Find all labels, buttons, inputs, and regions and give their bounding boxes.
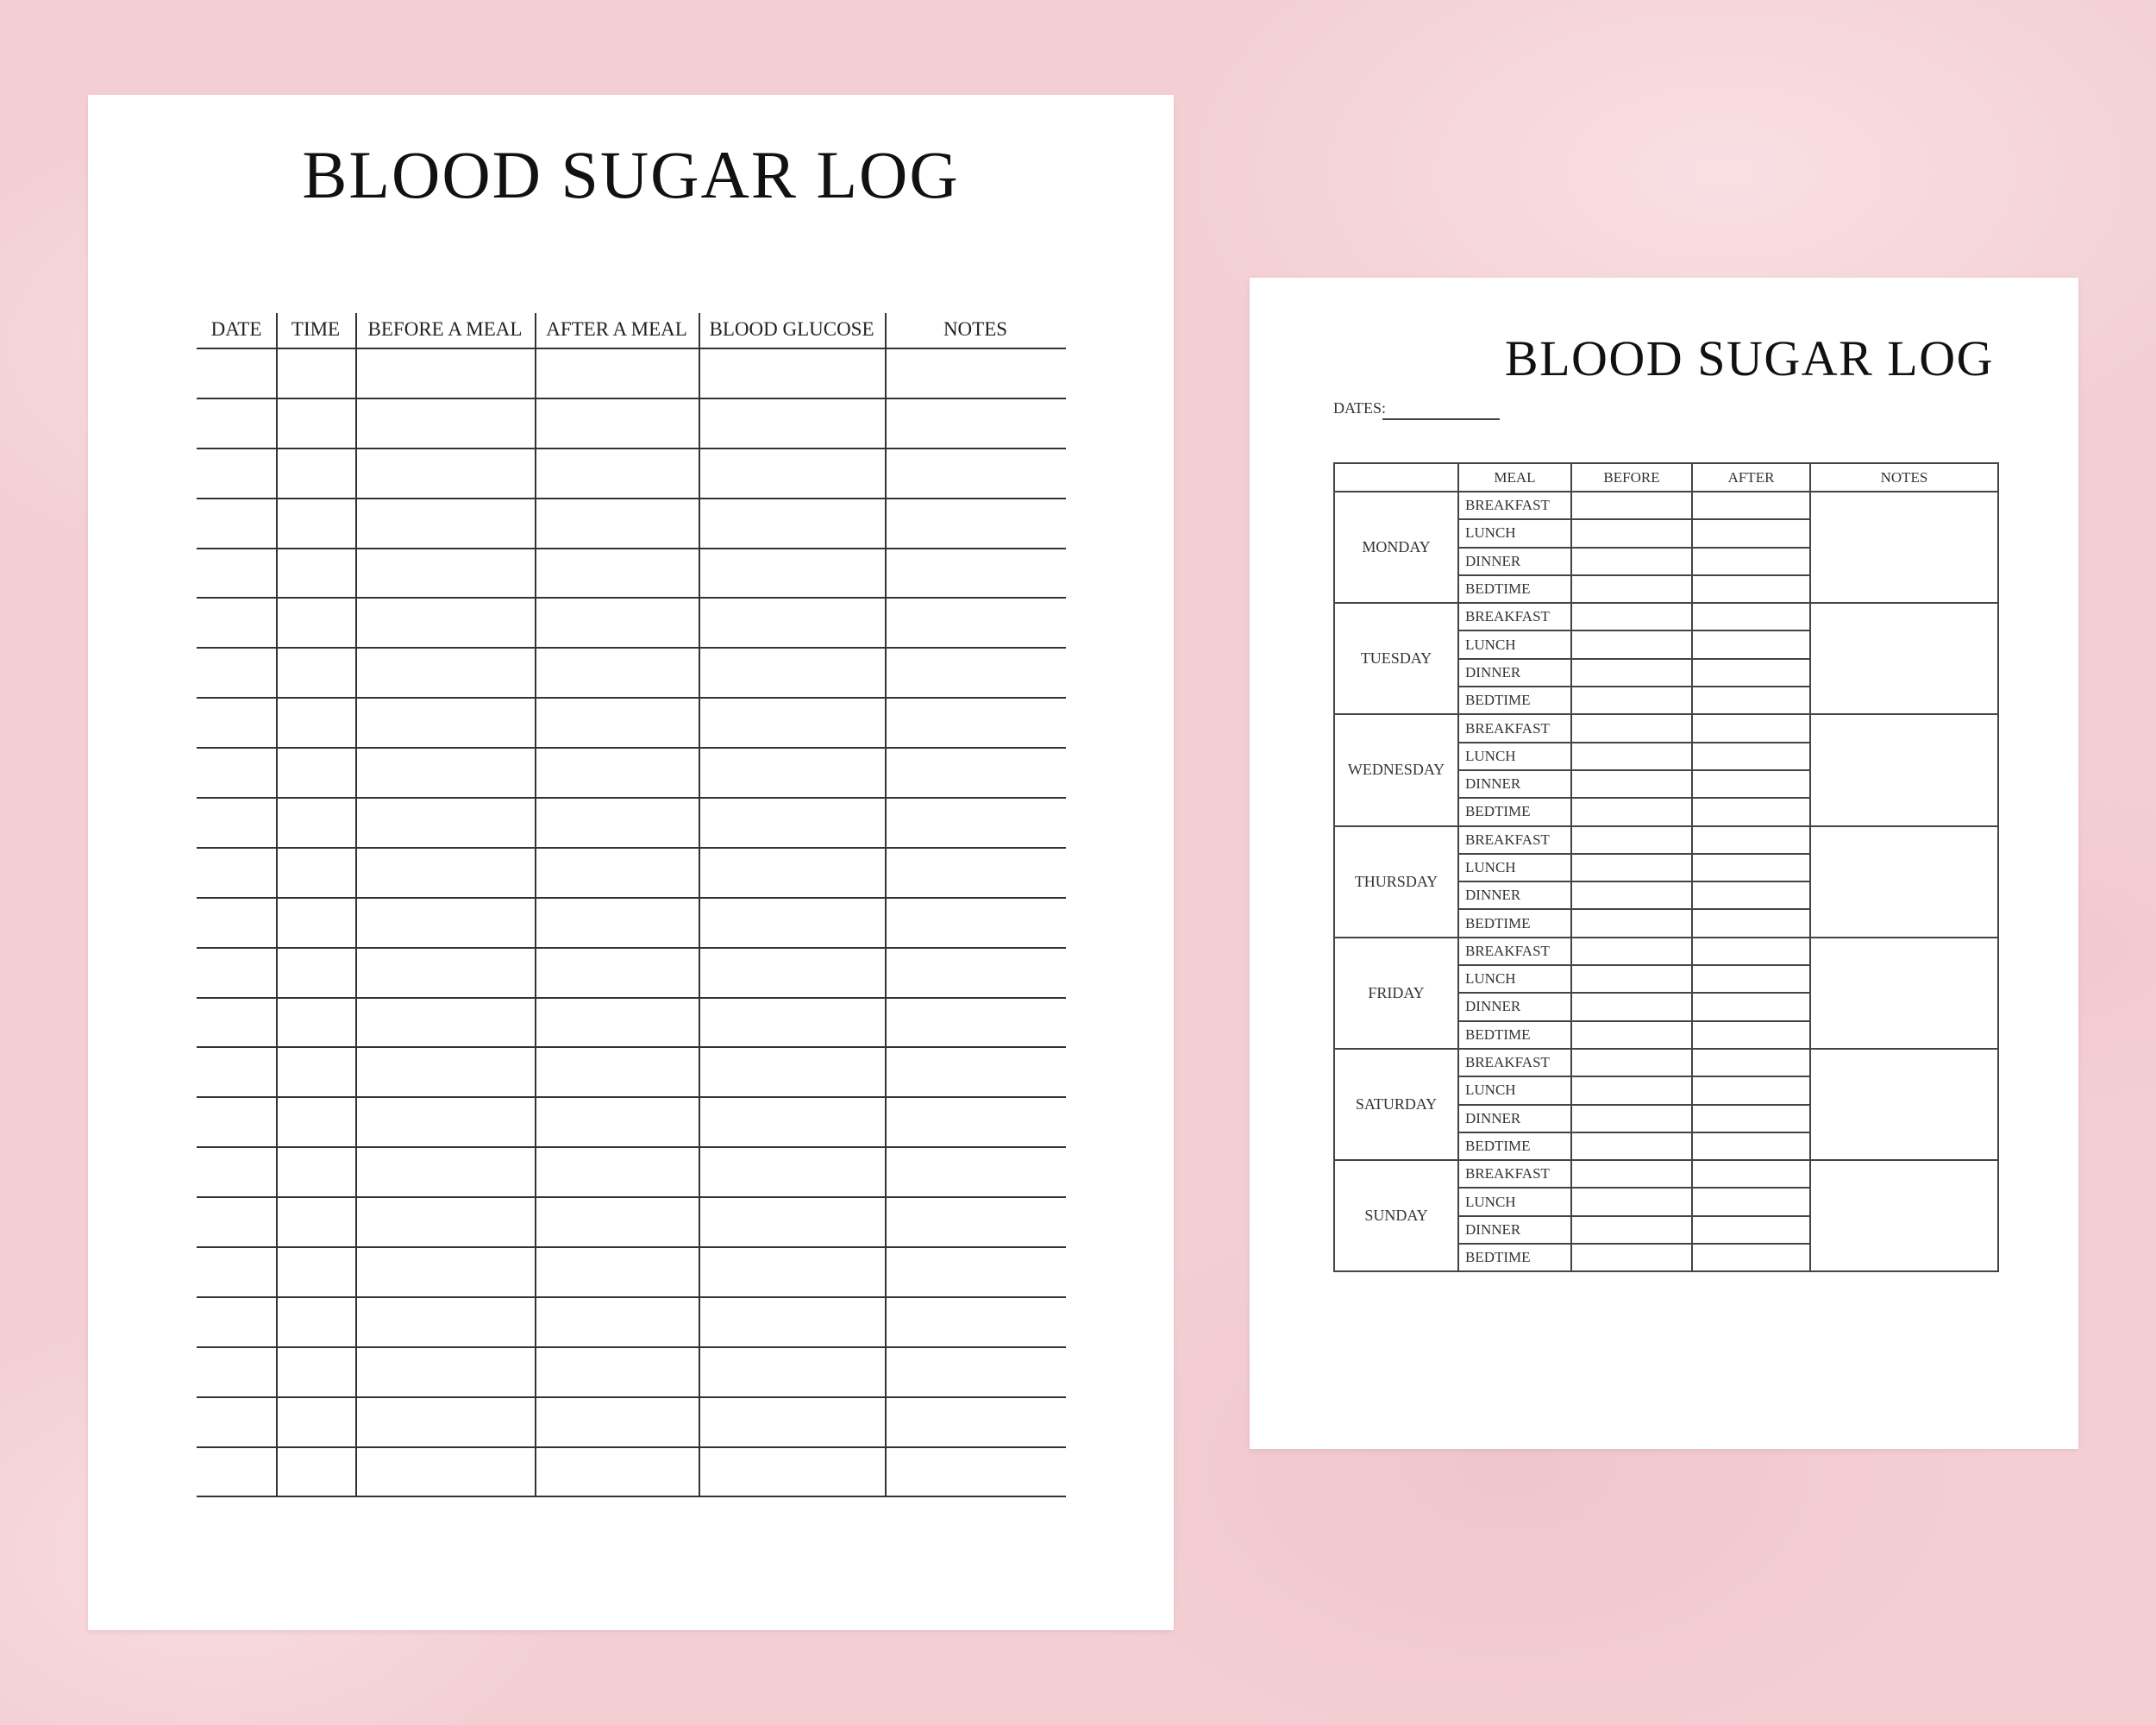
column-divider [885,1348,887,1396]
day-label-saturday: SATURDAY [1334,1049,1458,1160]
column-divider [355,1248,357,1296]
after-cell[interactable] [1692,770,1810,798]
meal-label-dinner: DINNER [1458,548,1571,575]
before-cell[interactable] [1571,854,1692,881]
column-divider [699,349,700,398]
after-cell[interactable] [1692,492,1810,519]
column-divider [276,313,278,348]
column-divider [276,1398,278,1446]
meal-label-bedtime: BEDTIME [1458,909,1571,937]
column-divider [699,1348,700,1396]
column-divider [885,699,887,747]
table-row [1334,1049,1998,1076]
after-cell[interactable] [1692,854,1810,881]
column-divider [355,1348,357,1396]
column-divider [699,649,700,697]
column-divider [355,999,357,1047]
meal-label-bedtime: BEDTIME [1458,798,1571,825]
meal-label-dinner: DINNER [1458,659,1571,687]
meal-label-dinner: DINNER [1458,770,1571,798]
col-header-meal: MEAL [1458,463,1571,492]
notes-cell[interactable] [1810,603,1998,714]
column-divider [276,699,278,747]
table-row[interactable] [197,899,1066,949]
day-label-wednesday: WEDNESDAY [1334,714,1458,825]
column-divider [535,549,536,598]
day-label-thursday: THURSDAY [1334,826,1458,938]
meal-label-breakfast: BREAKFAST [1458,826,1571,854]
before-cell[interactable] [1571,826,1692,854]
after-cell[interactable] [1692,548,1810,575]
column-divider [355,399,357,448]
column-divider [355,1448,357,1496]
before-cell[interactable] [1571,770,1692,798]
table-row[interactable] [197,1348,1066,1398]
column-divider [535,649,536,697]
column-divider [535,1348,536,1396]
column-divider [535,1448,536,1496]
column-divider [885,599,887,647]
col-header-before: BEFORE [1571,463,1692,492]
column-divider [355,313,357,348]
day-label-monday: MONDAY [1334,492,1458,603]
after-cell[interactable] [1692,826,1810,854]
after-cell[interactable] [1692,714,1810,742]
before-cell[interactable] [1571,938,1692,965]
table-header [197,308,1066,349]
column-divider [699,749,700,797]
column-divider [355,699,357,747]
before-cell[interactable] [1571,687,1692,714]
meal-label-dinner: DINNER [1458,993,1571,1020]
col-header-time: TIME [291,318,341,340]
before-cell[interactable] [1571,909,1692,937]
column-divider [885,749,887,797]
column-divider [535,849,536,897]
before-cell[interactable] [1571,1132,1692,1160]
meal-label-bedtime: BEDTIME [1458,575,1571,603]
sheet-title: BLOOD SUGAR LOG [302,137,960,212]
column-divider [885,313,887,348]
before-cell[interactable] [1571,798,1692,825]
before-cell[interactable] [1571,965,1692,993]
table-row [1334,714,1998,742]
column-divider [535,799,536,847]
column-divider [699,999,700,1047]
meal-label-bedtime: BEDTIME [1458,1132,1571,1160]
column-divider [355,949,357,997]
column-divider [276,949,278,997]
column-divider [355,449,357,498]
column-divider [885,849,887,897]
after-cell[interactable] [1692,909,1810,937]
meal-label-lunch: LUNCH [1458,854,1571,881]
column-divider [276,899,278,947]
column-divider [276,499,278,548]
after-cell[interactable] [1692,965,1810,993]
table-row[interactable] [197,1048,1066,1098]
table-row[interactable] [197,699,1066,749]
column-divider [885,1098,887,1146]
column-divider [535,999,536,1047]
column-divider [699,1198,700,1246]
table-row[interactable] [197,1148,1066,1198]
column-divider [355,1398,357,1446]
notes-cell[interactable] [1810,1160,1998,1271]
before-cell[interactable] [1571,659,1692,687]
column-divider [535,749,536,797]
column-divider [535,1098,536,1146]
column-divider [699,499,700,548]
column-divider [355,749,357,797]
column-divider [276,1348,278,1396]
before-cell[interactable] [1571,1105,1692,1132]
col-header-before-meal: BEFORE A MEAL [367,318,523,340]
column-divider [535,899,536,947]
before-cell[interactable] [1571,1216,1692,1244]
column-divider [699,1298,700,1346]
meal-label-breakfast: BREAKFAST [1458,1049,1571,1076]
table-row [1334,603,1998,630]
before-cell[interactable] [1571,519,1692,547]
column-divider [276,849,278,897]
column-divider [699,1248,700,1296]
table-row[interactable] [197,1248,1066,1298]
column-divider [885,649,887,697]
column-divider [885,549,887,598]
column-divider [885,1048,887,1096]
day-label-tuesday: TUESDAY [1334,603,1458,714]
table-row[interactable] [197,949,1066,999]
column-divider [885,799,887,847]
column-divider [885,499,887,548]
column-divider [535,1398,536,1446]
after-cell[interactable] [1692,659,1810,687]
table-row[interactable] [197,449,1066,499]
column-divider [699,899,700,947]
col-header-date: DATE [210,318,262,340]
column-divider [355,499,357,548]
column-divider [699,949,700,997]
column-divider [885,1398,887,1446]
table-row [1334,938,1998,965]
after-cell[interactable] [1692,1160,1810,1188]
column-divider [885,999,887,1047]
after-cell[interactable] [1692,1021,1810,1049]
before-cell[interactable] [1571,714,1692,742]
column-divider [276,1298,278,1346]
column-divider [535,599,536,647]
column-divider [885,1248,887,1296]
day-label-sunday: SUNDAY [1334,1160,1458,1271]
column-divider [276,1048,278,1096]
before-cell[interactable] [1571,743,1692,770]
column-divider [885,1198,887,1246]
after-cell[interactable] [1692,687,1810,714]
after-cell[interactable] [1692,743,1810,770]
meal-label-bedtime: BEDTIME [1458,1244,1571,1271]
meal-label-bedtime: BEDTIME [1458,687,1571,714]
column-divider [885,1448,887,1496]
before-cell[interactable] [1571,1049,1692,1076]
column-divider [535,949,536,997]
meal-label-breakfast: BREAKFAST [1458,603,1571,630]
table-row[interactable] [197,1448,1066,1498]
column-divider [535,1198,536,1246]
blood-sugar-log-sheet-right [1250,278,2078,1449]
column-divider [276,749,278,797]
column-divider [699,1448,700,1496]
table-row[interactable] [197,399,1066,449]
col-header-notes: NOTES [1810,463,1998,492]
column-divider [699,849,700,897]
column-divider [276,1248,278,1296]
dates-input-line[interactable] [1382,418,1500,420]
column-divider [276,349,278,398]
table-row[interactable] [197,1098,1066,1148]
table-row[interactable] [197,649,1066,699]
column-divider [535,1048,536,1096]
table-body [1334,492,1998,1271]
column-divider [535,699,536,747]
column-divider [535,313,536,348]
notes-cell[interactable] [1810,938,1998,1049]
after-cell[interactable] [1692,881,1810,909]
column-divider [355,1298,357,1346]
column-divider [276,1098,278,1146]
meal-label-dinner: DINNER [1458,1216,1571,1244]
column-divider [885,399,887,448]
before-cell[interactable] [1571,575,1692,603]
table-row[interactable] [197,1298,1066,1348]
column-divider [535,449,536,498]
column-divider [699,699,700,747]
dates-label: DATES: [1333,399,1387,417]
column-divider [535,349,536,398]
after-cell[interactable] [1692,1105,1810,1132]
table-body [197,349,1066,1497]
meal-label-bedtime: BEDTIME [1458,1021,1571,1049]
column-divider [699,1048,700,1096]
table-row[interactable] [197,549,1066,599]
column-divider [276,999,278,1047]
column-divider [355,1098,357,1146]
meal-label-lunch: LUNCH [1458,743,1571,770]
meal-label-lunch: LUNCH [1458,519,1571,547]
column-divider [699,313,700,348]
notes-cell[interactable] [1810,492,1998,603]
column-divider [276,549,278,598]
meal-label-dinner: DINNER [1458,881,1571,909]
column-divider [885,1298,887,1346]
weekly-log-table [1333,462,1999,1272]
column-divider [699,399,700,448]
column-divider [276,1448,278,1496]
notes-cell[interactable] [1810,1049,1998,1160]
after-cell[interactable] [1692,1244,1810,1271]
table-row[interactable] [197,749,1066,799]
before-cell[interactable] [1571,1244,1692,1271]
after-cell[interactable] [1692,630,1810,658]
table-row[interactable] [197,1398,1066,1448]
column-divider [355,899,357,947]
meal-label-lunch: LUNCH [1458,630,1571,658]
column-divider [276,399,278,448]
after-cell[interactable] [1692,1216,1810,1244]
notes-cell[interactable] [1810,714,1998,825]
col-header-blood-glucose: BLOOD GLUCOSE [709,318,874,340]
notes-cell[interactable] [1810,826,1998,938]
column-divider [535,499,536,548]
after-cell[interactable] [1692,1076,1810,1104]
column-divider [699,449,700,498]
after-cell[interactable] [1692,938,1810,965]
before-cell[interactable] [1571,1076,1692,1104]
after-cell[interactable] [1692,993,1810,1020]
column-divider [355,349,357,398]
day-label-friday: FRIDAY [1334,938,1458,1049]
column-divider [355,599,357,647]
after-cell[interactable] [1692,1188,1810,1215]
meal-label-breakfast: BREAKFAST [1458,714,1571,742]
column-divider [276,449,278,498]
before-cell[interactable] [1571,492,1692,519]
column-divider [276,649,278,697]
column-divider [535,1248,536,1296]
table-row[interactable] [197,849,1066,899]
before-cell[interactable] [1571,1188,1692,1215]
col-header-after: AFTER [1692,463,1810,492]
meal-label-lunch: LUNCH [1458,965,1571,993]
before-cell[interactable] [1571,548,1692,575]
after-cell[interactable] [1692,798,1810,825]
column-divider [699,1398,700,1446]
meal-label-lunch: LUNCH [1458,1188,1571,1215]
column-divider [885,1148,887,1196]
column-divider [355,799,357,847]
column-divider [699,599,700,647]
meal-label-breakfast: BREAKFAST [1458,1160,1571,1188]
column-divider [355,849,357,897]
table-row[interactable] [197,799,1066,849]
blood-sugar-log-sheet-left [88,95,1174,1630]
column-divider [276,799,278,847]
meal-label-lunch: LUNCH [1458,1076,1571,1104]
sheet-title: BLOOD SUGAR LOG [1504,330,1994,386]
table-row[interactable] [197,999,1066,1049]
column-divider [885,349,887,398]
col-header-after-meal: AFTER A MEAL [546,318,687,340]
column-divider [355,549,357,598]
after-cell[interactable] [1692,519,1810,547]
after-cell[interactable] [1692,575,1810,603]
table-row [1334,492,1998,519]
after-cell[interactable] [1692,1049,1810,1076]
column-divider [535,1148,536,1196]
column-divider [699,799,700,847]
column-divider [885,899,887,947]
meal-label-dinner: DINNER [1458,1105,1571,1132]
before-cell[interactable] [1571,630,1692,658]
before-cell[interactable] [1571,1021,1692,1049]
column-divider [699,549,700,598]
meal-label-breakfast: BREAKFAST [1458,938,1571,965]
log-table [197,308,1066,1497]
before-cell[interactable] [1571,603,1692,630]
table-row [1334,826,1998,854]
before-cell[interactable] [1571,993,1692,1020]
column-divider [535,1298,536,1346]
column-divider [276,1198,278,1246]
table-row[interactable] [197,1198,1066,1248]
table-row[interactable] [197,349,1066,399]
column-divider [885,949,887,997]
table-row[interactable] [197,499,1066,549]
column-divider [535,399,536,448]
column-divider [276,1148,278,1196]
meal-label-breakfast: BREAKFAST [1458,492,1571,519]
column-divider [699,1098,700,1146]
before-cell[interactable] [1571,1160,1692,1188]
column-divider [699,1148,700,1196]
column-divider [355,1198,357,1246]
column-divider [355,1148,357,1196]
before-cell[interactable] [1571,881,1692,909]
table-header-row [1334,463,1998,492]
col-header-notes: NOTES [943,318,1008,340]
after-cell[interactable] [1692,1132,1810,1160]
table-row[interactable] [197,599,1066,649]
after-cell[interactable] [1692,603,1810,630]
column-divider [355,1048,357,1096]
column-divider [885,449,887,498]
col-header-day [1334,463,1458,492]
column-divider [276,599,278,647]
column-divider [355,649,357,697]
table-row [1334,1160,1998,1188]
